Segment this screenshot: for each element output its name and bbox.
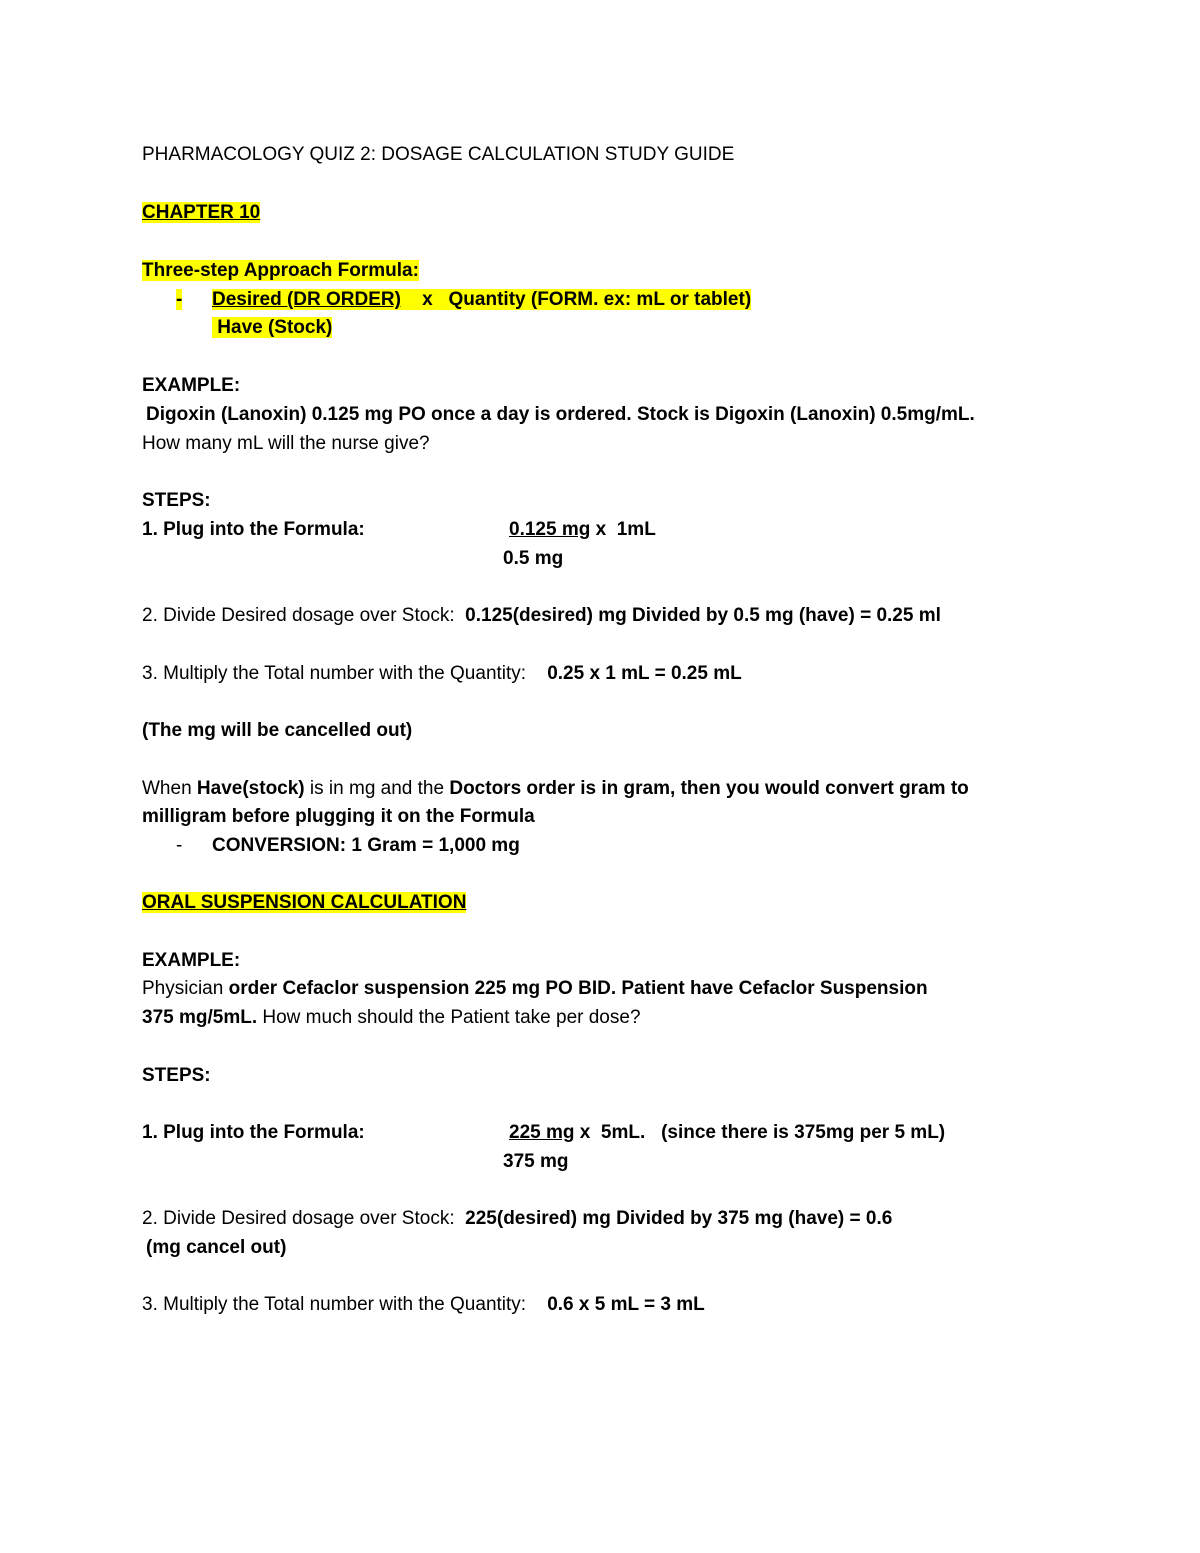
oral-example-line1: Physician order Cefaclor suspension 225 mg PO BID. Patient have Cefaclor Suspension <box>142 978 928 999</box>
conversion-paragraph-line2: milligram before plugging it on the Formula <box>142 806 535 827</box>
formula-desired: Desired (DR ORDER) <box>212 289 401 310</box>
example1-steps-label: STEPS: <box>142 490 211 511</box>
formula-times: x <box>422 289 433 310</box>
example1-step1-denominator: 0.5 mg <box>503 548 564 569</box>
oral-heading <box>142 889 466 918</box>
oral-step1-numerator: 225 mg x 5mL. (since there is 375mg per 5 mL) <box>509 1122 946 1143</box>
formula-bullet: - <box>176 289 183 310</box>
oral-step2-continued: (mg cancel out) <box>146 1237 287 1258</box>
example1-step1-numerator: 0.125 mg x 1mL <box>509 519 656 540</box>
chapter-heading <box>142 199 260 228</box>
example1-line1: Digoxin (Lanoxin) 0.125 mg PO once a day is ordered. Stock is Digoxin (Lanoxin) 0.5mg/mL. <box>146 404 975 425</box>
example1-label: EXAMPLE: <box>142 375 241 396</box>
formula-heading <box>142 257 419 286</box>
formula-have: Have (Stock) <box>212 317 332 338</box>
oral-steps-label: STEPS: <box>142 1065 211 1086</box>
example1-note: (The mg will be cancelled out) <box>142 720 413 741</box>
conversion-paragraph-line1: When Have(stock) is in mg and the Doctors order is in gram, then you would convert gram to <box>142 778 969 799</box>
oral-step1-denominator: 375 mg <box>503 1151 569 1172</box>
oral-step3: 3. Multiply the Total number with the Quantity: 0.6 x 5 mL = 3 mL <box>142 1294 705 1315</box>
oral-example-label: EXAMPLE: <box>142 950 241 971</box>
oral-step2: 2. Divide Desired dosage over Stock: 225(desired) mg Divided by 375 mg (have) = 0.6 <box>142 1208 893 1229</box>
formula-line <box>212 286 751 315</box>
example1-step2: 2. Divide Desired dosage over Stock: 0.125(desired) mg Divided by 0.5 mg (have) = 0.25 ml <box>142 605 941 626</box>
example1-step1-label: 1. Plug into the Formula: <box>142 519 365 540</box>
conversion-item: CONVERSION: 1 Gram = 1,000 mg <box>212 835 520 856</box>
chapter-heading-text: CHAPTER 10 <box>142 202 261 223</box>
oral-example-line2: 375 mg/5mL. How much should the Patient take per dose? <box>142 1007 641 1028</box>
conversion-bullet: - <box>176 835 183 856</box>
example1-step3: 3. Multiply the Total number with the Quantity: 0.25 x 1 mL = 0.25 mL <box>142 663 742 684</box>
example1-line2: How many mL will the nurse give? <box>142 433 430 454</box>
page-title: PHARMACOLOGY QUIZ 2: DOSAGE CALCULATION STUDY GUIDE <box>142 144 735 165</box>
oral-step1-label: 1. Plug into the Formula: <box>142 1122 365 1143</box>
formula-quantity: Quantity (FORM. ex: mL or tablet) <box>448 289 752 310</box>
formula-have-line <box>212 314 332 343</box>
oral-heading-text: ORAL SUSPENSION CALCULATION <box>142 892 467 913</box>
formula-heading-text: Three-step Approach Formula: <box>142 260 419 281</box>
